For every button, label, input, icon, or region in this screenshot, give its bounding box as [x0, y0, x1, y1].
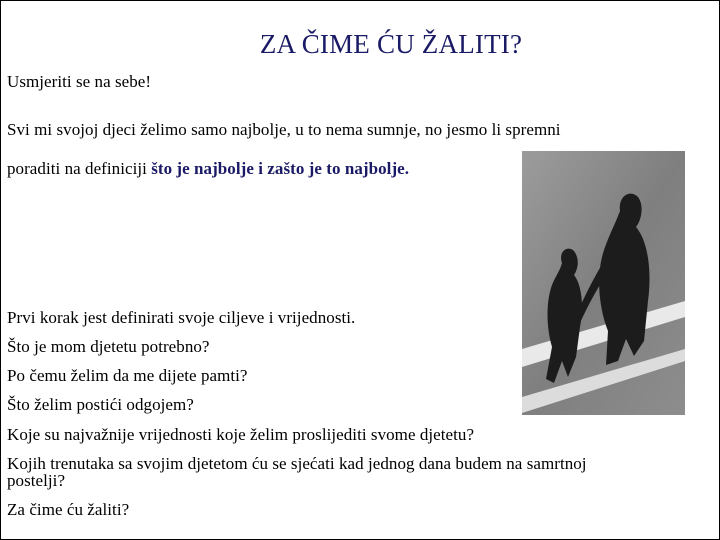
first-step: Prvi korak jest definirati svoje ciljeve i vrijednosti. [7, 308, 356, 327]
page-title: ZA ČIME ĆU ŽALITI? [259, 29, 523, 59]
intro-line-2-emphasis: što je najbolje i zašto je to najbolje. [151, 159, 410, 178]
question-2: Po čemu želim da me dijete pamti? [7, 366, 248, 385]
question-1: Što je mom djetetu potrebno? [7, 337, 210, 356]
question-6: Za čime ću žaliti? [7, 500, 130, 519]
intro-line-2 [7, 159, 409, 178]
subtitle: Usmjeriti se na sebe! [7, 72, 152, 91]
intro-line-2-text: poraditi na definiciji [7, 159, 152, 178]
question-5-continued: postelji? [7, 471, 66, 490]
question-4: Koje su najvažnije vrijednosti koje želim proslijediti svome djetetu? [7, 425, 475, 444]
question-5: Kojih trenutaka sa svojim djetetom ću se sjećati kad jednog dana budem na samrtnoj [7, 454, 587, 473]
shadow-image-icon [522, 151, 685, 415]
question-3: Što želim postići odgojem? [7, 395, 194, 414]
intro-line-1: Svi mi svojoj djeci želimo samo najbolje, u to nema sumnje, no jesmo li spremni [7, 120, 561, 139]
parent-child-shadow-photo [522, 151, 685, 415]
